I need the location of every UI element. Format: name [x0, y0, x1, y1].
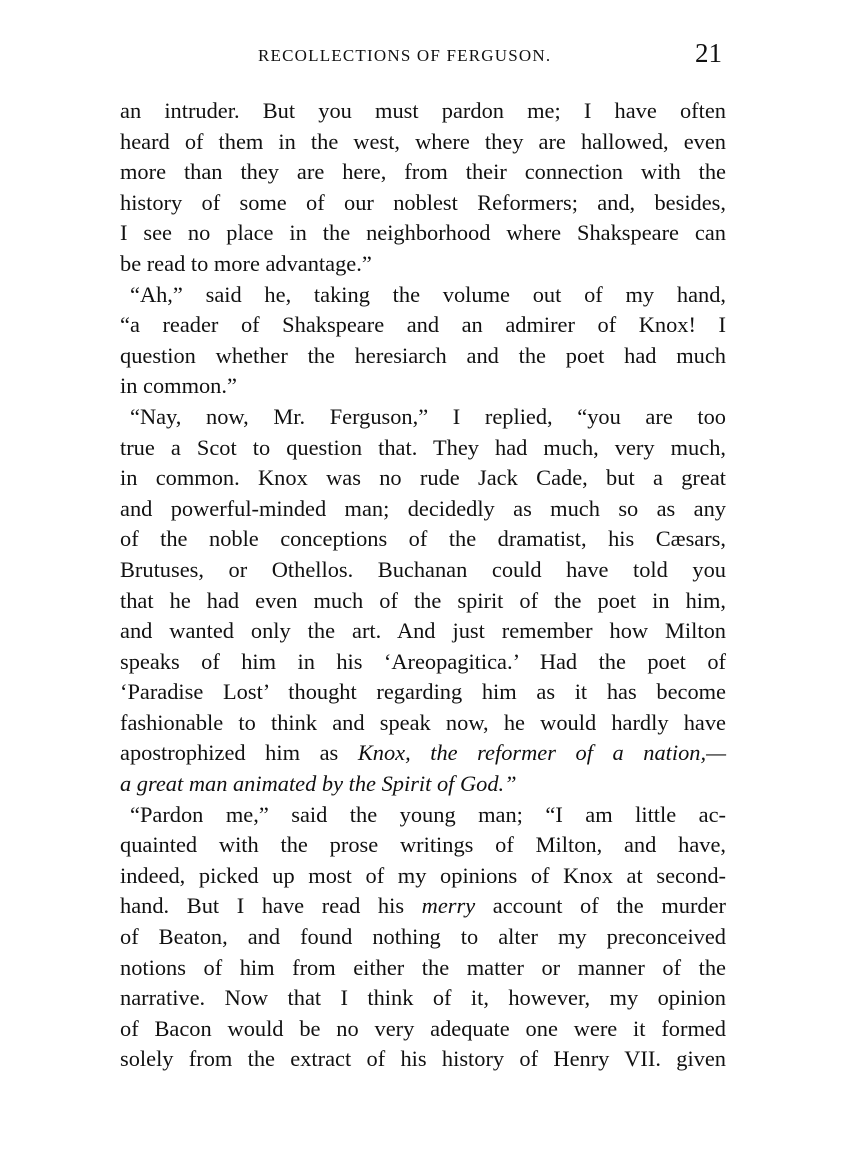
text-line: “Nay, now, Mr. Ferguson,” I replied, “you are too	[130, 403, 726, 429]
italic-run: a great man animated by the Spirit of God.”	[120, 771, 517, 797]
text-line: fashionable to think and speak now, he would hardly have	[120, 709, 726, 735]
page-number: 21	[695, 38, 722, 68]
text-line: more than they are here, from their connection with the	[120, 159, 726, 185]
text-line: of the noble conceptions of the dramatist, his Cæsars,	[120, 526, 726, 552]
text-line: and wanted only the art. And just remember how Milton	[120, 618, 726, 644]
text-line: question whether the heresiarch and the poet had much	[120, 342, 726, 368]
text-line: be read to more advantage.”	[120, 250, 372, 276]
text-line: indeed, picked up most of my opinions of Knox at second-	[120, 862, 726, 888]
running-title: RECOLLECTIONS OF FERGUSON.	[258, 46, 552, 65]
running-head	[120, 36, 726, 84]
text-line: I see no place in the neighborhood where Shakspeare can	[120, 220, 726, 246]
text-line: “Ah,” said he, taking the volume out of my hand,	[130, 281, 726, 307]
text-line: an intruder. But you must pardon me; I have often	[120, 98, 726, 123]
text-line	[120, 738, 726, 769]
text-line: “a reader of Shakspeare and an admirer of Knox! I	[120, 312, 726, 338]
text-line: history of some of our noblest Reformers; and, besides,	[120, 189, 726, 215]
text-line: speaks of him in his ‘Areopagitica.’ Had the poet of	[120, 648, 726, 674]
text-line: Brutuses, or Othellos. Buchanan could have told you	[120, 556, 726, 582]
text-run: account of the murder	[492, 893, 726, 919]
body-text	[120, 96, 726, 1075]
text-line: and powerful-minded man; decidedly as much so as any	[120, 495, 726, 521]
text-line: quainted with the prose writings of Milton, and have,	[120, 832, 726, 858]
text-line: that he had even much of the spirit of the poet in him,	[120, 587, 726, 613]
text-line: solely from the extract of his history of Henry VII. given	[120, 1046, 726, 1072]
italic-run: Knox, the reformer of a nation,—	[357, 740, 726, 766]
text-line: heard of them in the west, where they are hallowed, even	[120, 128, 726, 154]
text-line: of Bacon would be no very adequate one were it formed	[120, 1015, 726, 1041]
text-line: “Pardon me,” said the young man; “I am little ac-	[130, 801, 726, 827]
text-line	[120, 891, 726, 922]
book-page	[120, 36, 726, 1072]
text-line: notions of him from either the matter or manner of the	[120, 954, 726, 980]
text-line	[120, 769, 726, 800]
text-line: of Beaton, and found nothing to alter my preconceived	[120, 924, 726, 950]
text-line: ‘Paradise Lost’ thought regarding him as it has become	[120, 679, 726, 705]
italic-run: merry	[421, 893, 476, 919]
text-line: narrative. Now that I think of it, however, my opinion	[120, 985, 726, 1011]
text-line: in common. Knox was no rude Jack Cade, but a great	[120, 465, 726, 491]
text-run: hand. But I have read his	[120, 893, 405, 919]
text-line: in common.”	[120, 373, 237, 399]
text-line: true a Scot to question that. They had much, very much,	[120, 434, 726, 460]
text-run: apostrophized him as	[120, 740, 339, 766]
